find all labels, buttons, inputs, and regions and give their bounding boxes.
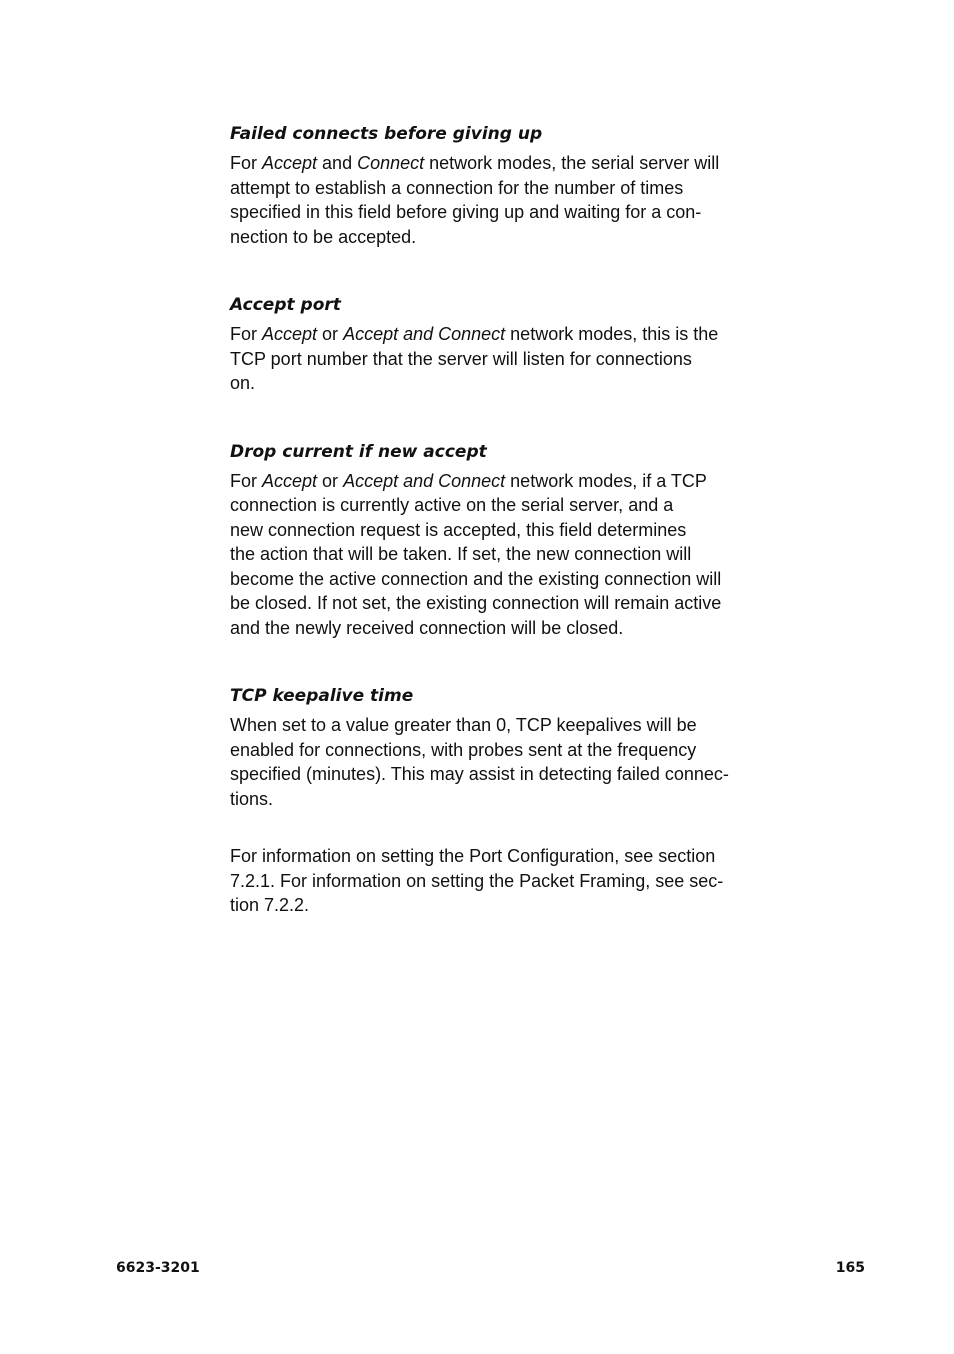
text-line: specified in this field before giving up and waiting for a con- bbox=[230, 202, 702, 222]
section-more-info bbox=[230, 844, 760, 918]
section-heading: TCP keepalive time bbox=[230, 686, 414, 706]
text-line: 7.2.1. For information on setting the Packet Framing, see sec- bbox=[230, 870, 724, 891]
text-line: tions. bbox=[230, 788, 274, 809]
text-line: For Accept or Accept and Connect network modes, this is the bbox=[230, 324, 719, 344]
text-line: TCP port number that the server will listen for connections bbox=[230, 348, 692, 369]
text-line: specified (minutes). This may assist in detecting failed connec- bbox=[230, 764, 729, 784]
section-paragraph bbox=[230, 844, 760, 918]
section-drop-current bbox=[230, 440, 760, 641]
italic-term: Accept and Connect bbox=[343, 470, 506, 491]
section-heading: Accept port bbox=[230, 295, 341, 315]
text-line: be closed. If not set, the existing connection will remain active bbox=[230, 593, 722, 613]
text-line: and the newly received connection will be closed. bbox=[230, 617, 624, 638]
text-line: enabled for connections, with probes sent at the frequency bbox=[230, 739, 697, 760]
italic-term: Connect bbox=[357, 153, 425, 173]
section-tcp-keepalive bbox=[230, 684, 760, 811]
document-number: 6623-3201 bbox=[116, 1260, 200, 1276]
text-line: For information on setting the Port Configuration, see section bbox=[230, 846, 716, 866]
section-paragraph bbox=[230, 469, 760, 641]
document-body bbox=[230, 122, 760, 918]
section-paragraph bbox=[230, 322, 760, 396]
italic-term: Accept and Connect bbox=[343, 324, 506, 344]
section-heading: Drop current if new accept bbox=[230, 441, 487, 462]
section-heading: Failed connects before giving up bbox=[230, 124, 543, 144]
text-line: connection is currently active on the serial server, and a bbox=[230, 495, 674, 515]
text-line: When set to a value greater than 0, TCP keepalives will be bbox=[230, 715, 697, 735]
italic-term: Accept bbox=[262, 470, 318, 491]
text-line: new connection request is accepted, this field determines bbox=[230, 519, 687, 540]
section-paragraph bbox=[230, 151, 760, 249]
text-line: attempt to establish a connection for the number of times bbox=[230, 177, 684, 198]
section-paragraph bbox=[230, 713, 760, 811]
text-line: become the active connection and the existing connection will bbox=[230, 568, 722, 589]
text-line: For Accept and Connect network modes, the serial server will bbox=[230, 153, 720, 173]
section-accept-port bbox=[230, 293, 760, 396]
text-line: nection to be accepted. bbox=[230, 226, 417, 247]
text-line: For Accept or Accept and Connect network modes, if a TCP bbox=[230, 470, 707, 491]
text-line: the action that will be taken. If set, the new connection will bbox=[230, 544, 692, 564]
page-number: 165 bbox=[835, 1260, 865, 1276]
italic-term: Accept bbox=[262, 324, 318, 344]
section-failed-connects bbox=[230, 122, 760, 249]
text-line: tion 7.2.2. bbox=[230, 895, 310, 915]
italic-term: Accept bbox=[262, 153, 318, 173]
text-line: on. bbox=[230, 373, 256, 393]
